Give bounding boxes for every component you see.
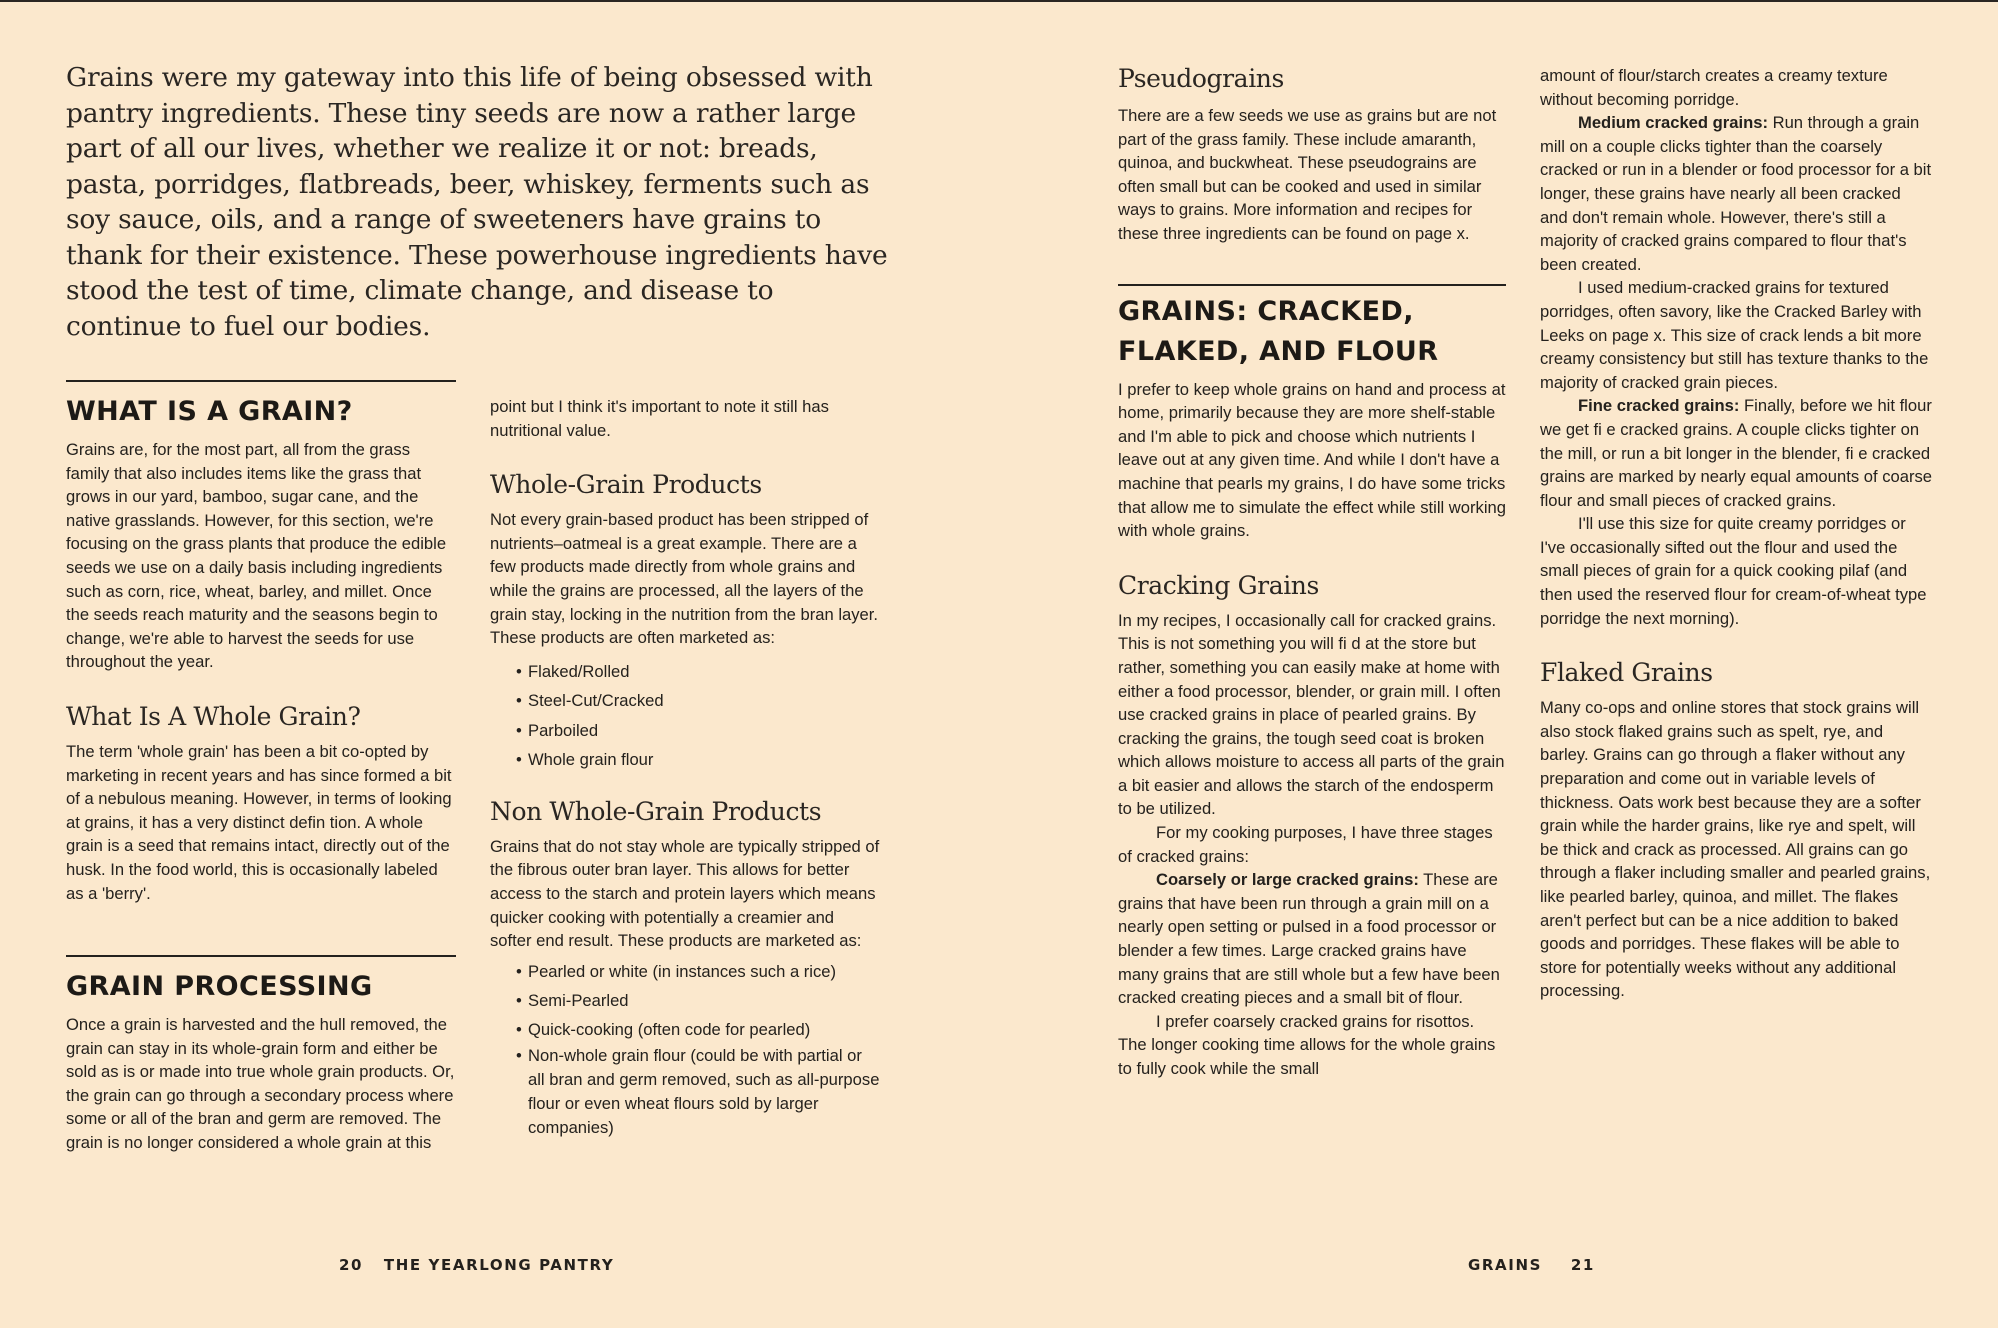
list-item: • Pearled or white (in instances such a rice) (490, 957, 880, 986)
non-whole-grain-list (490, 957, 880, 1140)
cracked-flaked-text: I prefer to keep whole grains on hand and process at home, primarily because they are more shelf-stable and I'm able to pick and choose which nutrients I leave out at any given time. And while I don't have a machine that pearls my grains, I do have some tricks that allow me to simulate the effect while still working with whole grains. (1118, 379, 1506, 541)
section-rule (66, 955, 456, 957)
medium-paragraph (1540, 111, 1932, 276)
fine-label: Fine cracked grains: (1578, 396, 1740, 416)
list-item: • Whole grain flour (490, 745, 880, 775)
cracked-levels-body (1540, 64, 1932, 630)
cracking-paragraph: I prefer coarsely cracked grains for risottos. The longer cooking time allows for the whole grains to fully cook while the small (1118, 1011, 1496, 1078)
what-is-grain-text: Grains are, for the most part, all from the grass family that also includes items like the grass that grows in our yard, bamboo, sugar cane, and the native grasslands. However, for this section, we're focusing on the grass plants that produce the edible seeds we use on a daily basis including ingredients such as corn, rice, wheat, barley, and millet. Once the seeds reach maturity and the seasons begin to change, we're able to harvest the seeds for use throughout the year. (66, 440, 447, 672)
heading-line: FLAKED, AND FLOUR (1118, 335, 1439, 367)
top-border (0, 0, 1998, 2)
heading-whole-grain-products: Whole-Grain Products (490, 470, 762, 500)
list-item: • Flaked/Rolled (490, 657, 880, 687)
coarse-label: Coarsely or large cracked grains: (1156, 870, 1419, 890)
heading-pseudograins: Pseudograins (1118, 64, 1284, 93)
non-whole-grain-text: Grains that do not stay whole are typically stripped of the fibrous outer bran layer. This allows for better access to the starch and protein layers which means quicker cooking with potentially a creamier and softer end result. These products are marketed as: (490, 836, 880, 951)
fine-paragraph (1540, 394, 1932, 512)
section-title: GRAINS (1468, 1256, 1543, 1274)
section-rule (1118, 284, 1506, 286)
medium-text: Run through a grain mill on a couple clicks tighter than the coarsely cracked or run in a blender or food processor for a bit longer, these grains have nearly all been cracked and don't remain whole. However, there's still a majority of cracked grains compared to flour that's been created. (1540, 113, 1932, 274)
fine-text: Finally, before we hit flour we get fi e cracked grains. A couple clicks tighter on the mill, or run a bit longer in the blender, fi e cracked grains are marked by nearly equal amounts of coarse flour and small pieces of cracked grains. (1540, 396, 1933, 510)
page-number: 20 (339, 1256, 364, 1274)
list-item: • Non-whole grain flour (could be with partial or all bran and germ removed, such as all-purpose flour or even wheat flours sold by larger companies) (490, 1044, 880, 1140)
left-column-2 (490, 395, 880, 1140)
heading-what-is-a-grain: WHAT IS A GRAIN? (66, 396, 353, 427)
list-item: • Quick-cooking (often code for pearled) (490, 1015, 880, 1044)
coarse-paragraph (1118, 868, 1506, 1010)
flaked-grains-text: Many co-ops and online stores that stock grains will also stock flaked grains such as spelt, rye, and barley. Grains can go through a flaker without any preparation and come out in variable levels of thickness. Oats work best because they are a softer grain while the harder grains, like rye and spelt, will be thick and crack as processed. All grains can go through a flaker including smaller and pearled grains, like pearled barley, quinoa, and millet. The flakes aren't perfect but can be a nice addition to baked goods and porridges. These flakes will be able to store for potentially weeks without any additional processing. (1540, 698, 1931, 1001)
whole-grain-products-text: Not every grain-based product has been stripped of nutrients–oatmeal is a great example. There are a few products made directly from whole grains and while the grains are processed, all the layers of the grain stay, locking in the nutrition from the bran layer. These products are often marketed as: (490, 510, 878, 648)
heading-whole-grain: What Is A Whole Grain? (66, 701, 361, 731)
page-number: 21 (1570, 1256, 1595, 1274)
heading-grain-processing: GRAIN PROCESSING (66, 971, 373, 1003)
col2-paragraph: amount of flour/starch creates a creamy texture without becoming porridge. (1540, 66, 1888, 109)
medium-label: Medium cracked grains: (1578, 113, 1768, 133)
cracking-paragraph: In my recipes, I occasionally call for cracked grains. This is not something you will fi d at the store but rather, something you can easily make at home with either a food processor, blender, or grain mill. I often use cracked grains in place of pearled grains. By cracking the grains, the tough seed coat is broken which allows moisture to access all parts of the grain a bit easier and allows the starch of the endosperm to be utilized. (1118, 610, 1505, 819)
heading-flaked-grains: Flaked Grains (1540, 658, 1713, 688)
list-item: • Parboiled (490, 716, 880, 746)
whole-grain-text: The term 'whole grain' has been a bit co-opted by marketing in recent years and has since formed a bit of a nebulous meaning. However, in terms of looking at grains, it has a very distinct defin tion. A whole grain is a seed that remains intact, directly out of the husk. In the food world, this is occasionally labeled as a 'berry'. (66, 741, 452, 903)
cracking-grains-body (1118, 609, 1506, 1081)
continuation-text: point but I think it's important to note it still has nutritional value. (490, 397, 829, 440)
list-item: • Steel-Cut/Cracked (490, 686, 880, 716)
right-footer (1468, 1256, 1595, 1274)
col2-paragraph: I used medium-cracked grains for textured porridges, often savory, like the Cracked Barley with Leeks on page x. This size of crack lends a bit more creamy consistency but still has texture thanks to the majority of cracked grain pieces. (1540, 278, 1929, 392)
book-title: THE YEARLONG PANTRY (383, 1256, 615, 1274)
col2-paragraph: I'll use this size for quite creamy porridges or I've occasionally sifted out the flour and used the small pieces of grain for a quick cooking pilaf (and then used the reserved flour for cream-of-wheat type porridge the next morning). (1540, 514, 1927, 628)
heading-cracked-flaked-flour (1118, 292, 1506, 372)
heading-non-whole-grain-products: Non Whole-Grain Products (490, 796, 822, 826)
heading-cracking-grains: Cracking Grains (1118, 570, 1319, 600)
left-column-1 (66, 380, 456, 1155)
right-column-2 (1540, 64, 1932, 1003)
section-rule (66, 380, 456, 382)
intro-paragraph: Grains were my gateway into this life of being obsessed with pantry ingredients. These tiny seeds are now a rather large part of all our lives, whether we realize it or not: breads, pasta, porridges, flatbreads, beer, whiskey, ferments such as soy sauce, oils, and a range of sweeteners have grains to thank for their existence. These powerhouse ingredients have stood the test of time, climate change, and disease to continue to fuel our bodies. (66, 62, 888, 342)
heading-line: GRAINS: CRACKED, (1118, 295, 1414, 327)
cracking-paragraph: For my cooking purposes, I have three stages of cracked grains: (1118, 823, 1493, 866)
right-column-1 (1118, 64, 1506, 1081)
left-footer (339, 1256, 614, 1274)
coarse-text: These are grains that have been run through a grain mill on a nearly open setting or pulsed in a food processor or blender a few times. Large cracked grains have many grains that are still whole but a few have been cracked creating pieces and a small bit of flour. (1118, 870, 1500, 1008)
processing-text: Once a grain is harvested and the hull removed, the grain can stay in its whole-grain form and either be sold as is or made into true whole grain products. Or, the grain can go through a secondary process where some or all of the bran and germ are removed. The grain is no longer considered a whole grain at this (66, 1015, 455, 1153)
whole-grain-products-list (490, 657, 880, 775)
list-item: • Semi-Pearled (490, 986, 880, 1015)
pseudograins-text: There are a few seeds we use as grains but are not part of the grass family. These include amaranth, quinoa, and buckwheat. These pseudograins are often small but can be cooked and used in similar ways to grains. More information and recipes for these three ingredients can be found on page x. (1118, 106, 1497, 243)
